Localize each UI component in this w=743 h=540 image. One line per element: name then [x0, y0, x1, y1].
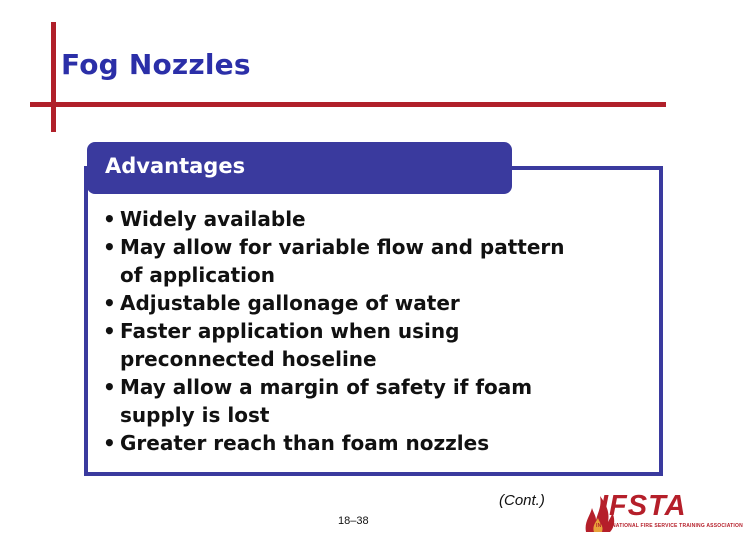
bullet-glyph: • — [103, 319, 116, 343]
list-item-text: Adjustable gallonage of water — [120, 291, 460, 315]
list-item-text: May allow for variable flow and pattern — [120, 235, 565, 259]
ifsta-logo-tagline: INTERNATIONAL FIRE SERVICE TRAINING ASSOCIATION — [596, 523, 743, 529]
slide-title: Fog Nozzles — [61, 48, 251, 81]
panel-heading: Advantages — [87, 142, 512, 194]
continued-note: (Cont.) — [499, 492, 545, 509]
list-item-continuation: of application — [120, 263, 275, 287]
list-item — [103, 233, 643, 289]
list-item-text: Faster application when using — [120, 319, 460, 343]
list-item-continuation: preconnected hoseline — [120, 347, 377, 371]
bullet-glyph: • — [103, 375, 116, 399]
advantages-list — [103, 205, 643, 457]
list-item-text: May allow a margin of safety if foam — [120, 375, 533, 399]
accent-line-vertical — [51, 22, 56, 132]
list-item-continuation: supply is lost — [120, 403, 270, 427]
bullet-glyph: • — [103, 291, 116, 315]
list-item-text: Greater reach than foam nozzles — [120, 431, 490, 455]
list-item-text: Widely available — [120, 207, 306, 231]
bullet-glyph: • — [103, 431, 116, 455]
list-item — [103, 289, 643, 317]
bullet-glyph: • — [103, 235, 116, 259]
list-item — [103, 429, 643, 457]
page-number: 18–38 — [338, 515, 369, 527]
ifsta-logo-text: IFSTA — [600, 490, 687, 522]
accent-line-horizontal — [30, 102, 666, 107]
list-item — [103, 317, 643, 373]
list-item — [103, 373, 643, 429]
list-item — [103, 205, 643, 233]
bullet-glyph: • — [103, 207, 116, 231]
